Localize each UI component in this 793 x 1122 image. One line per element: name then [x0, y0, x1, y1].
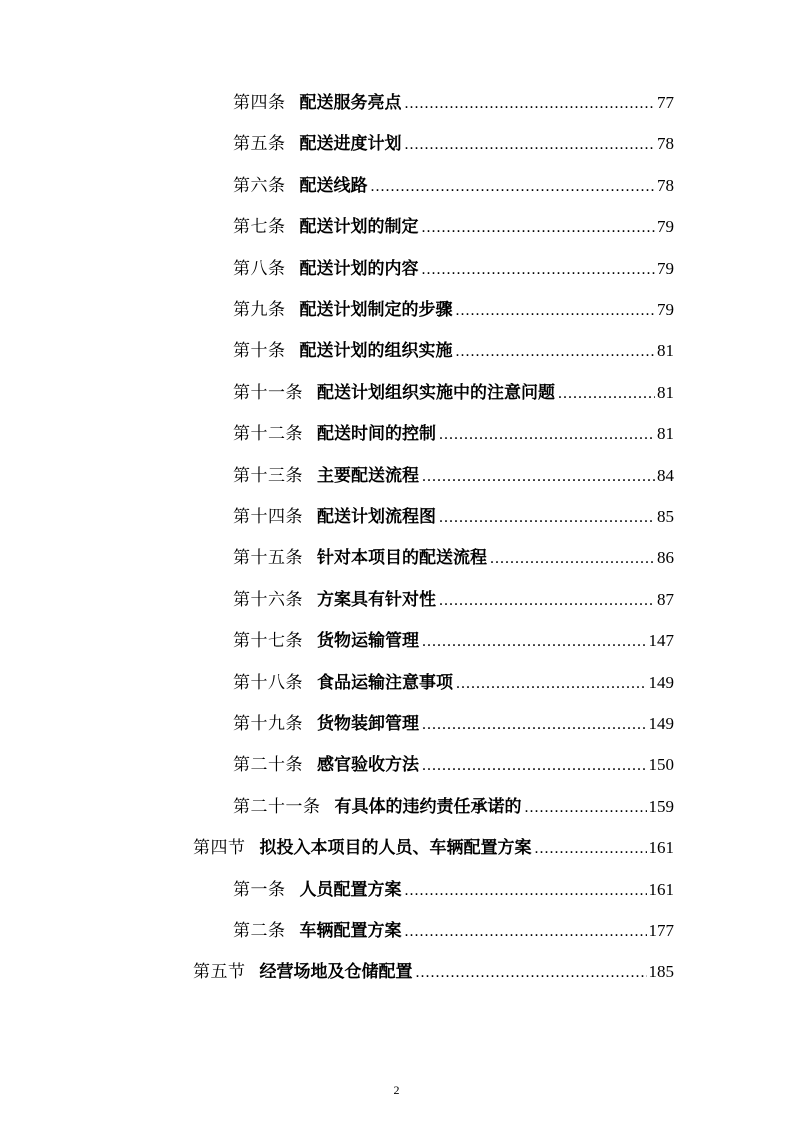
dot-leader: [439, 592, 655, 610]
toc-entry-number: 第十八条: [233, 672, 303, 693]
toc-entry-number: 第四节: [193, 838, 246, 859]
toc-entry-page: 86: [657, 548, 674, 568]
toc-entry-page: 161: [648, 838, 674, 858]
toc-entry-number: 第九条: [233, 300, 286, 320]
toc-entry-number: 第二十一条: [233, 796, 321, 817]
toc-entry[interactable]: [0, 750, 793, 780]
toc-entry[interactable]: [0, 171, 793, 201]
toc-entry-title: 主要配送流程: [317, 465, 419, 486]
toc-entry-page: 78: [657, 134, 674, 154]
dot-leader: [439, 509, 655, 527]
toc-entry-title: 配送计划组织实施中的注意问题: [317, 382, 555, 403]
toc-entry-title: 拟投入本项目的人员、车辆配置方案: [259, 838, 532, 859]
toc-entry-number: 第十七条: [233, 631, 303, 652]
toc-entry[interactable]: [0, 295, 793, 325]
toc-entry[interactable]: [0, 502, 793, 532]
toc-entry-number: 第十九条: [233, 714, 303, 734]
dot-leader: [371, 178, 656, 196]
toc-entry-title: 有具体的违约责任承诺的: [334, 796, 522, 817]
toc-entry-number: 第十六条: [233, 589, 303, 610]
toc-entry[interactable]: [0, 419, 793, 449]
toc-entry[interactable]: [0, 916, 793, 946]
toc-entry-number: 第二条: [233, 921, 286, 941]
toc-entry-section[interactable]: [0, 833, 793, 863]
toc-entry-number: 第四条: [233, 93, 286, 113]
dot-leader: [416, 964, 647, 982]
toc-entry-title: 货物装卸管理: [317, 714, 419, 734]
toc-entry-title: 配送线路: [299, 175, 368, 196]
toc-entry-page: 84: [657, 465, 674, 485]
toc-entry-number: 第一条: [233, 879, 286, 900]
toc-entry-number: 第十四条: [233, 507, 303, 527]
dot-leader: [535, 840, 647, 858]
toc-entry-title: 人员配置方案: [299, 879, 402, 900]
toc-entry-page: 85: [657, 507, 674, 526]
toc-entry-page: 147: [648, 631, 674, 651]
toc-entry-page: 87: [657, 589, 674, 609]
toc-entry-title: 感官验收方法: [317, 755, 419, 776]
dot-leader: [422, 716, 647, 734]
toc-entry[interactable]: [0, 626, 793, 656]
toc-entry[interactable]: [0, 709, 793, 739]
toc-entry-title: 针对本项目的配送流程: [317, 548, 487, 569]
toc-entry[interactable]: [0, 543, 793, 573]
dot-leader: [558, 385, 655, 403]
toc-entry-title: 货物运输管理: [317, 631, 419, 652]
toc-entry-title: 配送进度计划: [299, 134, 402, 155]
toc-entry-number: 第十条: [233, 341, 286, 362]
toc-entry-number: 第十五条: [233, 548, 303, 569]
toc-entry[interactable]: [0, 212, 793, 242]
toc-entry-page: 150: [648, 755, 674, 775]
toc-entry-page: 81: [657, 341, 674, 361]
dot-leader: [422, 219, 656, 237]
toc-entry-section[interactable]: [0, 957, 793, 987]
dot-leader: [405, 882, 647, 900]
toc-entry-page: 79: [657, 258, 674, 278]
toc-entry-page: 149: [648, 714, 674, 733]
toc-entry-title: 配送计划制定的步骤: [299, 300, 453, 320]
toc-entry-number: 第七条: [233, 217, 286, 238]
dot-leader: [422, 261, 656, 279]
dot-leader: [422, 468, 655, 486]
dot-leader: [405, 136, 656, 154]
toc-entry[interactable]: [0, 792, 793, 822]
toc-entry-title: 配送计划流程图: [317, 507, 436, 527]
toc-entry[interactable]: [0, 668, 793, 698]
toc-entry-page: 81: [657, 382, 674, 402]
toc-entry-page: 185: [648, 962, 674, 982]
toc-entry-page: 177: [648, 921, 674, 940]
dot-leader: [456, 302, 656, 320]
toc-entry-page: 79: [657, 217, 674, 237]
toc-entry-page: 79: [657, 300, 674, 319]
dot-leader: [439, 426, 655, 444]
toc-entry-title: 配送计划的内容: [299, 258, 419, 279]
toc-entry-number: 第二十条: [233, 755, 303, 776]
toc-entry-page: 77: [657, 93, 674, 112]
toc-entry-page: 161: [648, 879, 674, 899]
toc-entry-page: 78: [657, 175, 674, 195]
toc-entry-title: 配送计划的组织实施: [299, 341, 453, 362]
toc-entry[interactable]: [0, 88, 793, 118]
toc-entry-page: 81: [657, 424, 674, 444]
toc-entry-number: 第十三条: [233, 465, 303, 486]
toc-entry-number: 第六条: [233, 175, 286, 196]
dot-leader: [405, 923, 647, 941]
toc-entry-number: 第五条: [233, 134, 286, 155]
dot-leader: [422, 633, 647, 651]
toc-entry[interactable]: [0, 378, 793, 408]
dot-leader: [405, 95, 656, 113]
toc-entry-title: 食品运输注意事项: [317, 672, 453, 693]
toc-entry-number: 第八条: [233, 258, 286, 279]
dot-leader: [456, 675, 647, 693]
toc-entry-number: 第十二条: [233, 424, 303, 445]
toc-entry[interactable]: [0, 585, 793, 615]
toc-entry-number: 第十一条: [233, 382, 303, 403]
toc-entry-title: 配送计划的制定: [299, 217, 419, 238]
toc-entry-title: 配送时间的控制: [317, 424, 436, 445]
toc-entry-page: 159: [648, 796, 674, 816]
toc-entry[interactable]: [0, 336, 793, 366]
dot-leader: [525, 799, 647, 817]
page-footer: [0, 1083, 793, 1098]
dot-leader: [490, 550, 655, 568]
toc-entry-page: 149: [648, 672, 674, 692]
toc-entry-title: 经营场地及仓储配置: [259, 962, 413, 983]
toc-entry-title: 车辆配置方案: [299, 921, 402, 941]
dot-leader: [422, 757, 647, 775]
toc-entry[interactable]: [0, 254, 793, 284]
toc-entry[interactable]: [0, 129, 793, 159]
dot-leader: [456, 343, 656, 361]
toc-entry[interactable]: [0, 875, 793, 905]
toc-entry-number: 第五节: [193, 962, 246, 983]
toc-entry-title: 方案具有针对性: [317, 589, 436, 610]
page-number: 2: [393, 1083, 400, 1097]
toc-entry-title: 配送服务亮点: [299, 93, 402, 113]
toc-entry[interactable]: [0, 461, 793, 491]
